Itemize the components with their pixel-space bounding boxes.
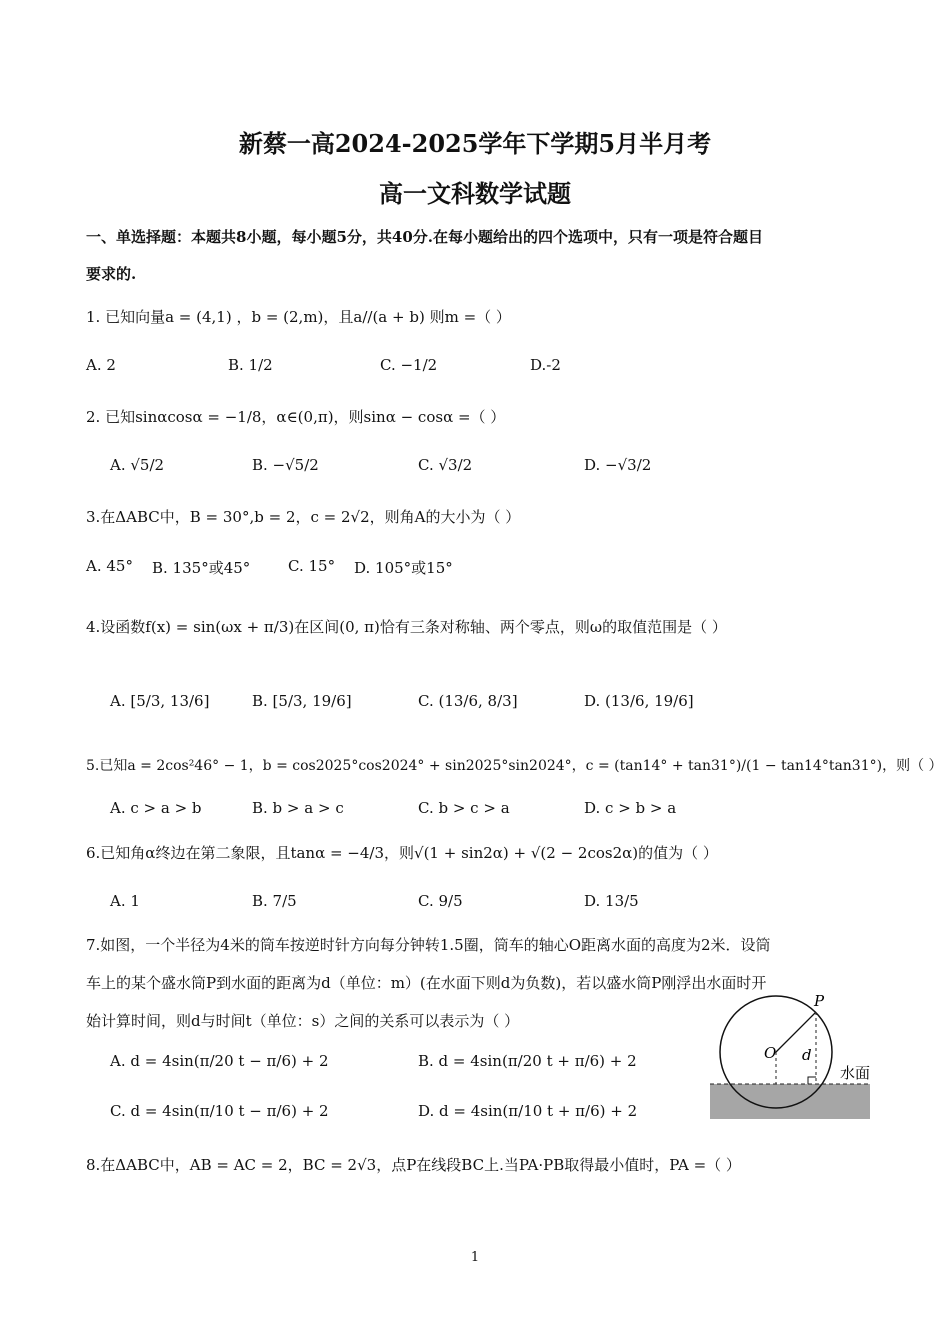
question-3-option-a: A. 45° <box>86 557 133 575</box>
label-O: O <box>764 1044 777 1062</box>
section-heading-line2: 要求的. <box>86 265 137 283</box>
question-4-stem: 4.设函数f(x) = sin(ωx + π/3)在区间(0, π)恰有三条对称轴、两个零点，则ω的取值范围是（ ） <box>86 618 727 636</box>
question-6-stem: 6.已知角α终边在第二象限，且tanα = −4/3，则√(1 + sin2α) + √(2 − 2cos2α)的值为（ ） <box>86 844 718 862</box>
question-4-option-b: B. [5/3, 19/6] <box>252 692 352 710</box>
question-4-option-c: C. (13/6, 8/3] <box>418 692 518 710</box>
page-number: 1 <box>470 1250 480 1265</box>
question-8-stem: 8.在ΔABC中，AB = AC = 2，BC = 2√3，点P在线段BC上.当PA·PB取得最小值时，PA =（ ） <box>86 1156 741 1174</box>
exam-subtitle: 高一文科数学试题 <box>379 179 571 208</box>
question-3-option-c: C. 15° <box>288 557 336 575</box>
question-6-option-c: C. 9/5 <box>418 892 463 910</box>
question-3-option-d: D. 105°或15° <box>354 559 453 577</box>
question-7-option-c: C. d = 4sin(π/10 t − π/6) + 2 <box>110 1102 329 1120</box>
question-5-option-c: C. b > c > a <box>418 799 510 817</box>
question-7-option-d: D. d = 4sin(π/10 t + π/6) + 2 <box>418 1102 638 1120</box>
label-d: d <box>802 1046 812 1064</box>
question-2-option-b: B. −√5/2 <box>252 456 319 474</box>
question-4-option-d: D. (13/6, 19/6] <box>584 692 694 710</box>
right-angle-mark <box>808 1077 816 1084</box>
question-6-option-b: B. 7/5 <box>252 892 297 910</box>
question-7-stem-line1: 7.如图，一个半径为4米的筒车按逆时针方向每分钟转1.5圈，筒车的轴心O距离水面的高度为2米．设筒 <box>86 936 771 954</box>
question-2-stem: 2. 已知sinαcosα = −1/8，α∈(0,π)，则sinα − cosα =（ ） <box>86 408 506 426</box>
question-7-option-b: B. d = 4sin(π/20 t + π/6) + 2 <box>418 1052 637 1070</box>
question-1-option-d: D.-2 <box>530 356 561 374</box>
question-5-option-a: A. c > a > b <box>110 799 202 817</box>
question-2-option-d: D. −√3/2 <box>584 456 652 474</box>
question-7-stem-line2: 车上的某个盛水筒P到水面的距离为d（单位：m）(在水面下则d为负数)，若以盛水筒P刚浮出水面时开 <box>86 974 767 992</box>
exam-title: 新蔡一高2024-2025学年下学期5月半月考 <box>238 129 712 158</box>
label-P: P <box>814 992 825 1010</box>
question-5-option-b: B. b > a > c <box>252 799 344 817</box>
waterwheel-figure <box>700 990 890 1125</box>
question-3-option-b: B. 135°或45° <box>152 559 251 577</box>
question-5-option-d: D. c > b > a <box>584 799 677 817</box>
section-heading-line1: 一、单选择题：本题共8小题，每小题5分，共40分.在每小题给出的四个选项中，只有一项是符合题目 <box>86 228 763 246</box>
question-2-option-a: A. √5/2 <box>110 456 165 474</box>
label-water: 水面 <box>840 1064 871 1082</box>
question-7-option-a: A. d = 4sin(π/20 t − π/6) + 2 <box>110 1052 329 1070</box>
question-1-option-c: C. −1/2 <box>380 356 438 374</box>
question-5-stem: 5.已知a = 2cos²46° − 1，b = cos2025°cos2024° + sin2025°sin2024°，c = (tan14° + tan31°)/(1 − tan14°tan31°)，则（ ） <box>86 758 943 774</box>
question-6-option-a: A. 1 <box>110 892 140 910</box>
question-1-option-b: B. 1/2 <box>228 356 273 374</box>
question-3-stem: 3.在ΔABC中，B = 30°,b = 2，c = 2√2，则角A的大小为（ ） <box>86 508 521 526</box>
question-4-option-a: A. [5/3, 13/6] <box>110 692 210 710</box>
question-2-option-c: C. √3/2 <box>418 456 473 474</box>
question-6-option-d: D. 13/5 <box>584 892 639 910</box>
question-1-option-a: A. 2 <box>86 356 116 374</box>
question-1-stem: 1. 已知向量a = (4,1) ，b = (2,m)，且a//(a + b) 则m =（ ） <box>86 308 511 326</box>
question-7-stem-line3: 始计算时间，则d与时间t（单位：s）之间的关系可以表示为（ ） <box>86 1012 520 1030</box>
